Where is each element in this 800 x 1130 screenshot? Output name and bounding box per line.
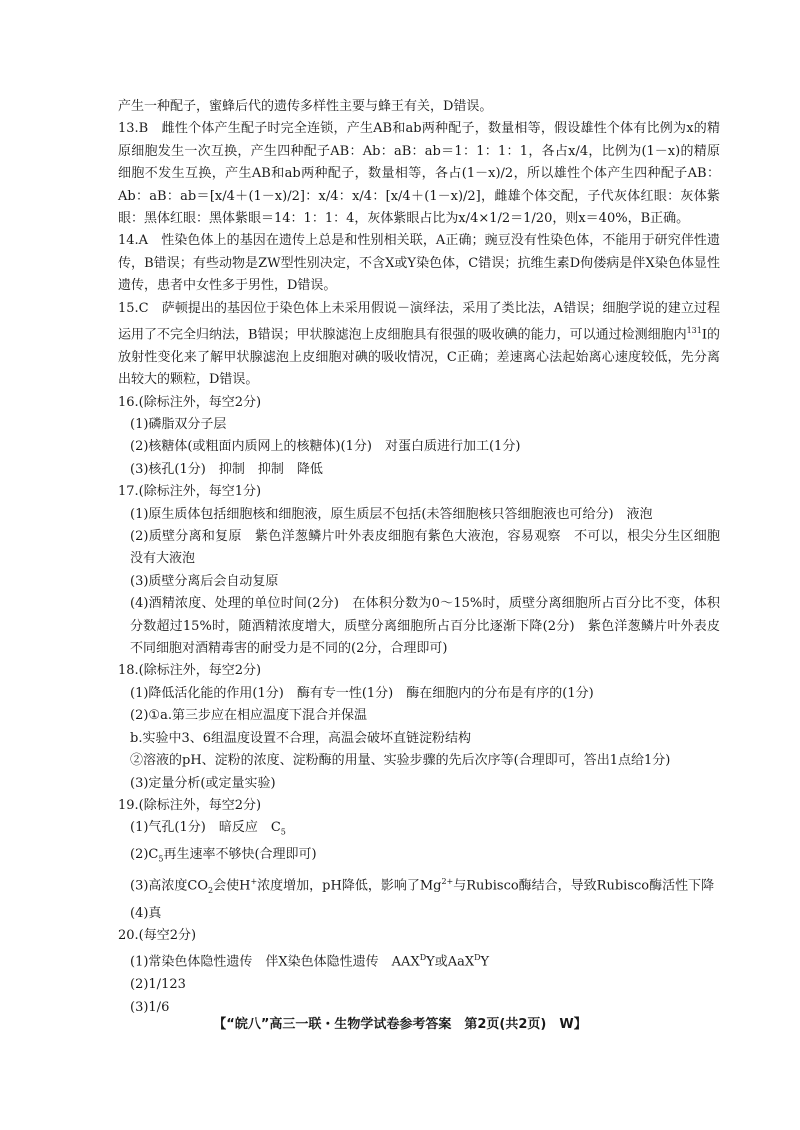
q18-sub2b: b.实验中3、6组温度设置不合理，高温会破坏直链淀粉结构 [130,730,471,746]
q12-tail: 产生一种配子，蜜蜂后代的遗传多样性主要与蜂王有关，D错误。 [118,99,493,114]
q19-sub1-text: (1)气孔(1分) 暗反应 C [130,820,281,836]
q16-header: 16.(除标注外，每空2分) [118,394,262,410]
q18-sub2a: (2)①a.第三步应在相应温度下混合并保温 [130,708,367,724]
q19-sub3-text1: (3)高浓度CO [130,878,209,894]
q19-sub3-sup1: + [250,877,258,887]
q18-header: 18.(除标注外，每空2分) [118,663,262,679]
q18-sub3: (3)定量分析(或定量实验) [130,775,276,791]
q13-answer: 13.B 雌性个体产生配子时完全连锁，产生AB和ab两种配子，数量相等，假设雄性个体有比例为x的精原细胞发生一次互换，产生四种配子AB：Ab：aB：ab＝1：1：1：1，各占x/4，比例为(1－x)的精原细胞不发生互换，产生AB和ab两种配子，数量相等，各占(1－x)/2，所以雄性个体产生四种配子AB：Ab：aB：ab＝[x/4＋(1－x)/2]：x/4：x/4：[x/4＋(1－x)/2]，雌雄个体交配，子代灰体红眼：灰体紫眼：黑体红眼：黑体紫眼＝14：1：1：4，灰体紫眼占比为x/4×1/2＝1/20，则x＝40%，B正确。 [118,121,720,227]
q15-part2: I的放射性变化来了解甲状腺滤泡上皮细胞对碘的吸收情况，C正确；差速离心法起始离心速度较低，先分离出较大的颗粒，D错误。 [118,327,720,388]
page-footer: 【“皖八”高三一联・生物学试卷参考答案 第2页(共2页) W】 [213,1017,587,1032]
q19-sub3-subscript: 2 [208,886,214,896]
q17-sub4: (4)酒精浓度、处理的单位时间(2分) 在体积分数为0～15%时，质壁分离细胞所占百分比不变，体积分数超过15%时，随酒精浓度增大，质壁分离细胞所占百分比逐渐下降(2分) 紫色洋葱鳞片叶外表皮不同细胞对酒精毒害的耐受力是不同的(2分，合理即可) [130,596,720,657]
q20-sub2: (2)1/123 [130,977,186,993]
q20-sub1 [118,947,720,974]
q20-sub1-text2: Y或AaX [426,954,475,970]
q16-sub2: (2)核糖体(或粗面内质网上的核糖体)(1分) 对蛋白质进行加工(1分) [130,439,521,455]
q20-sub1-text3: Y [480,954,490,970]
q19-sub2-text2: 再生速率不够快(合理即可) [163,847,317,863]
q20-sub3: (3)1/6 [130,999,170,1015]
q18-sub1: (1)降低活化能的作用(1分) 酶有专一性(1分) 酶在细胞内的分布是有序的(1分) [130,685,594,701]
q16-sub1: (1)磷脂双分子层 [130,417,227,433]
q15-part1: 15.C 萨顿提出的基因位于染色体上未采用假说－演绎法，采用了类比法，A错误；细胞学说的建立过程运用了不完全归纳法，B错误；甲状腺滤泡上皮细胞具有很强的吸收碘的能力，可以通过检测细胞内 [118,300,720,343]
q15-isotope-mass: 131 [686,326,702,336]
q20-sub1-sup2: D [474,953,481,963]
q19-sub2 [118,844,720,871]
q19-sub3-text3: 浓度增加，pH降低，影响了Mg [257,878,442,894]
q19-sub4: (4)真 [130,905,162,921]
q20-sub1-sup1: D [419,953,427,963]
q18-sub2c: ②溶液的pH、淀粉的浓度、淀粉酶的用量、实验步骤的先后次序等(合理即可，答出1点给1分) [130,753,671,769]
q19-header: 19.(除标注外，每空2分) [118,797,262,813]
q20-sub1-text1: (1)常染色体隐性遗传 伴X染色体隐性遗传 AAX [130,954,420,970]
q19-sub1 [118,817,720,844]
q19-sub1-subscript: 5 [280,827,286,837]
q16-sub3: (3)核孔(1分) 抑制 抑制 降低 [130,461,323,477]
q14-answer: 14.A 性染色体上的基因在遗传上总是和性别相关联，A正确；豌豆没有性染色体，不能用于研究伴性遗传，B错误；有些动物是ZW型性别决定，不含X或Y染色体，C错误；抗维生素D佝偻病是伴X染色体显性遗传，患者中女性多于男性，D错误。 [118,233,720,294]
q19-sub3-text2: 会使H [213,878,251,894]
q19-sub3-sup2: 2+ [441,877,454,887]
q17-header: 17.(除标注外，每空1分) [118,484,262,500]
answer-content [118,96,720,1019]
q19-sub2-subscript: 5 [158,854,164,864]
q19-sub3-text4: 与Rubisco酶结合，导致Rubisco酶活性下降 [453,878,715,894]
q17-sub2: (2)质壁分离和复原 紫色洋葱鳞片叶外表皮细胞有紫色大液泡，容易观察 不可以，根尖分生区细胞没有大液泡 [130,529,720,567]
q17-sub3: (3)质壁分离后会自动复原 [130,573,279,589]
q15-answer [118,298,720,392]
q19-sub3 [118,871,720,902]
q20-header: 20.(每空2分) [118,928,197,944]
q19-sub2-text: (2)C [130,847,159,863]
q17-sub1: (1)原生质体包括细胞核和细胞液，原生质层不包括(未答细胞核只答细胞液也可给分) 液泡 [130,506,653,522]
